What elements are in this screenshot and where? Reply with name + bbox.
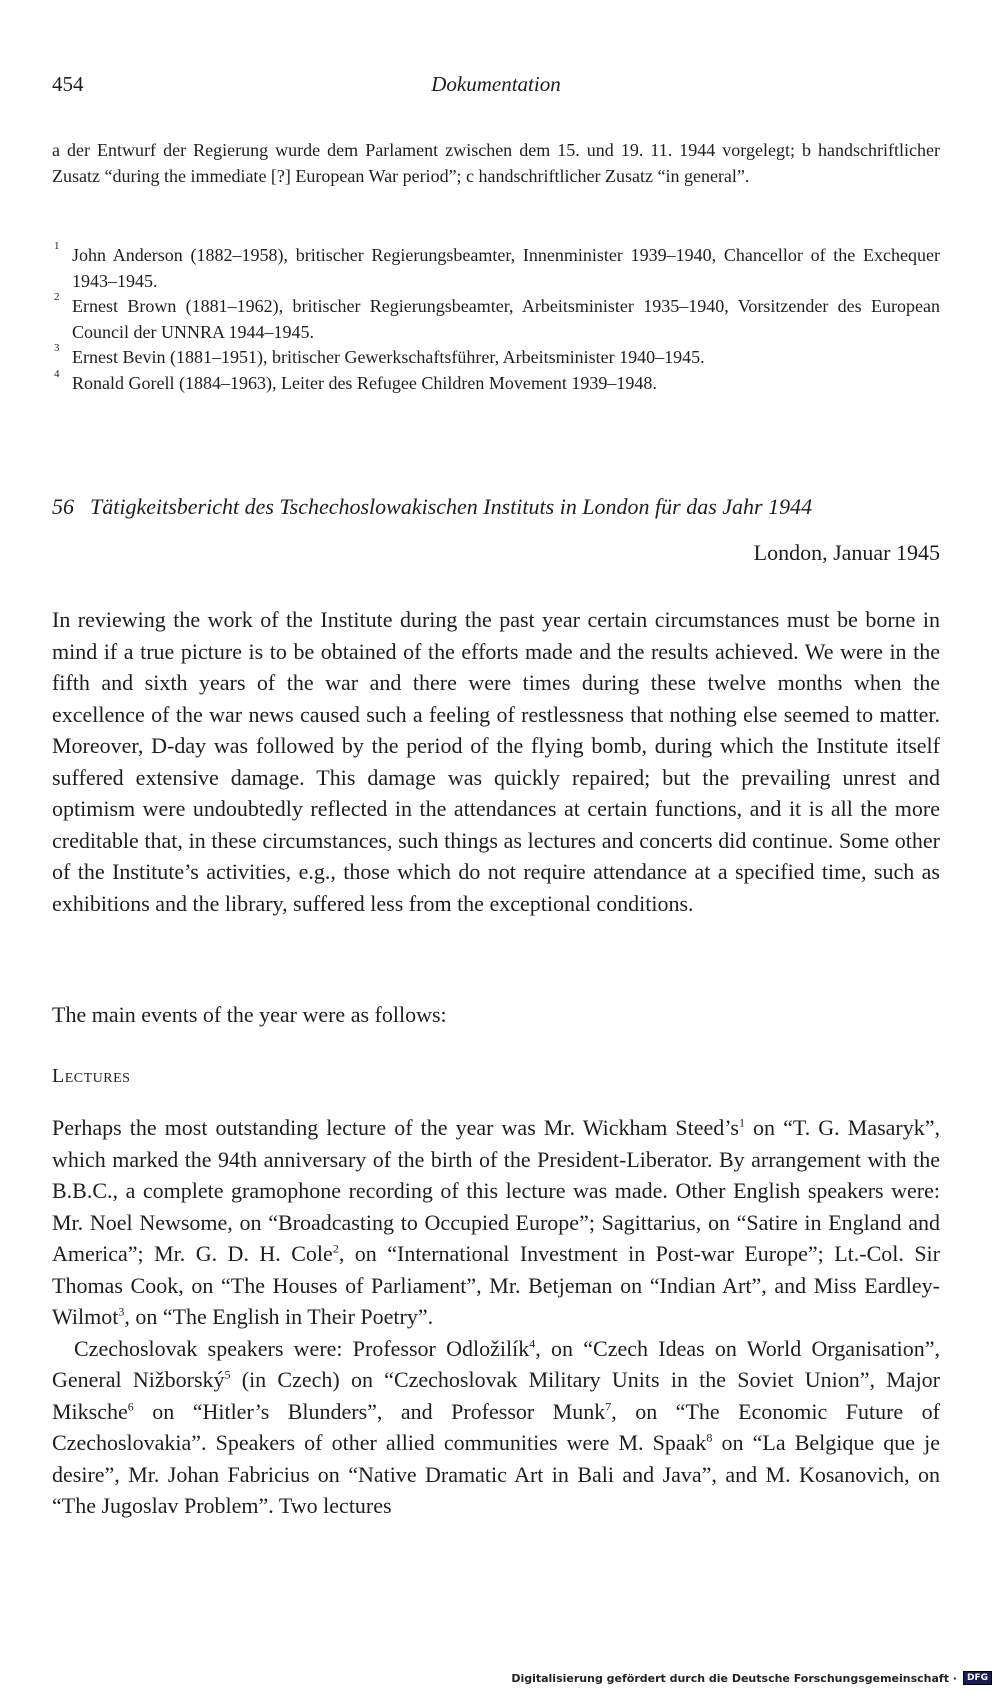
text-run: on “Hitler’s Blunders”, and Professor Munk — [133, 1398, 606, 1424]
footnote-mark: 4 — [54, 367, 60, 380]
document-number: 56 — [52, 494, 74, 519]
dateline: London, Januar 1945 — [753, 540, 940, 565]
footnote-text: Ernest Bevin (1881–1951), britischer Gewerkschaftsführer, Arbeitsminister 1940–1945. — [72, 347, 705, 367]
text-run: , on “International Investment in Post-war Europe”; Lt.-Col. Sir Thomas Cook, on “The Houses of Parliament”, Mr. Betjeman on “Indian Art”, and Miss Eardley-Wilmot — [52, 1241, 940, 1329]
body-paragraph — [52, 1333, 940, 1522]
footnote-mark: 3 — [54, 342, 60, 354]
footnote-ref: 3 — [118, 1304, 125, 1319]
text-run: Czechoslovak speakers were: Professor Odložilík — [74, 1335, 530, 1361]
footnote-ref: 4 — [529, 1336, 536, 1351]
text-run: on “T. G. Masaryk”, which marked the 94th anniversary of the birth of the President-Liberator. By arrangement with the B.B.C., a complete gramophone recording of this lecture was made. Other English speakers were: Mr. Noel Newsome, on “Broadcasting to Occupied Europe”; Sagittarius, on “Satire in England and America”; Mr. G. D. H. Cole — [52, 1115, 940, 1266]
section-heading: Lectures — [52, 1065, 131, 1087]
text-run: (in Czech) on “Czechoslovak Military Units in the Soviet Union”, Major Miksche — [52, 1367, 941, 1424]
footnote-ref: 1 — [738, 1115, 745, 1130]
text-run: on “La Belgique que je desire”, Mr. Johan Fabricius on “Native Dramatic Art in Bali and Java”, and M. Kosanovich, on “The Jugoslav Problem”. Two lectures — [52, 1430, 940, 1518]
footnote-mark: 1 — [54, 240, 60, 252]
footnote-mark: 2 — [54, 291, 60, 303]
body-paragraph — [52, 1112, 940, 1333]
document-title — [52, 492, 940, 522]
footnote-ref: 5 — [224, 1367, 231, 1382]
footnote — [52, 240, 940, 294]
lectures-section — [52, 1112, 940, 1522]
footnote-ref: 7 — [605, 1399, 612, 1414]
body-paragraph — [52, 604, 940, 919]
text-run: , on “The English in Their Poetry”. — [124, 1304, 434, 1329]
footnote-text: John Anderson (1882–1958), britischer Regierungsbeamter, Innenminister 1939–1940, Chancellor of the Exchequer 1943–1945. — [72, 245, 940, 291]
document-title-text: Tätigkeitsbericht des Tschechoslowakischen Instituts in London für das Jahr 1944 — [90, 494, 813, 519]
dfg-logo-icon: DFG — [963, 1671, 992, 1685]
footnote-ref: 6 — [127, 1399, 134, 1414]
footnote-text: Ernest Brown (1881–1962), britischer Regierungsbeamter, Arbeitsminister 1935–1940, Vorsitzender des European Council der UNNRA 1944–1945. — [72, 296, 940, 342]
footnote — [52, 367, 940, 397]
page-number: 454 — [52, 72, 84, 96]
text-run: Perhaps the most outstanding lecture of the year was Mr. Wickham Steed’s — [52, 1115, 739, 1140]
footnotes — [52, 240, 940, 396]
footnote — [52, 291, 940, 345]
text-run: , on “Czech Ideas on World Organisation”, General Nižborský — [52, 1335, 940, 1392]
paragraph-text: In reviewing the work of the Institute during the past year certain circumstances must be borne in mind if a true picture is to be obtained of the efforts made and the results achieved. We were in the fifth and sixth years of the war and there were times during these twelve months when the excellence of the war news caused such a feeling of restlessness that nothing else seemed to matter. Moreover, D-day was followed by the period of the flying bomb, during which the Institute itself suffered extensive damage. This damage was quickly repaired; but the prevailing unrest and optimism were undoubtedly reflected in the attendances at certain functions, and it is all the more creditable that, in these circumstances, such things as lectures and concerts did continue. Some other of the Institute’s activities, e.g., those which do not require attendance at a specified time, such as exhibitions and the library, suffered less from the exceptional conditions. — [52, 607, 940, 916]
credit-text: Digitalisierung gefördert durch die Deutsche Forschungsgemeinschaft · — [511, 1671, 957, 1685]
footnote-text: Ronald Gorell (1884–1963), Leiter des Refugee Children Movement 1939–1948. — [72, 372, 657, 393]
footnote-ref: 2 — [332, 1241, 339, 1256]
apparatus-notes: a der Entwurf der Regierung wurde dem Parlament zwischen dem 15. und 19. 11. 1944 vorgelegt; b handschriftlicher Zusatz “during the immediate [?] European War period”; c handschriftlicher Zusatz “in general”. — [52, 140, 940, 186]
body-paragraph — [52, 999, 940, 1031]
paragraph-text: The main events of the year were as follows: — [52, 1002, 447, 1027]
text-run: , on “The Economic Future of Czechoslovakia”. Speakers of other allied communities were M. Spaak — [52, 1398, 940, 1455]
digitization-credit — [511, 1671, 992, 1685]
footnote-ref: 8 — [706, 1430, 713, 1445]
page-header — [52, 72, 940, 106]
running-title: Dokumentation — [431, 72, 561, 96]
footnote — [52, 342, 940, 371]
